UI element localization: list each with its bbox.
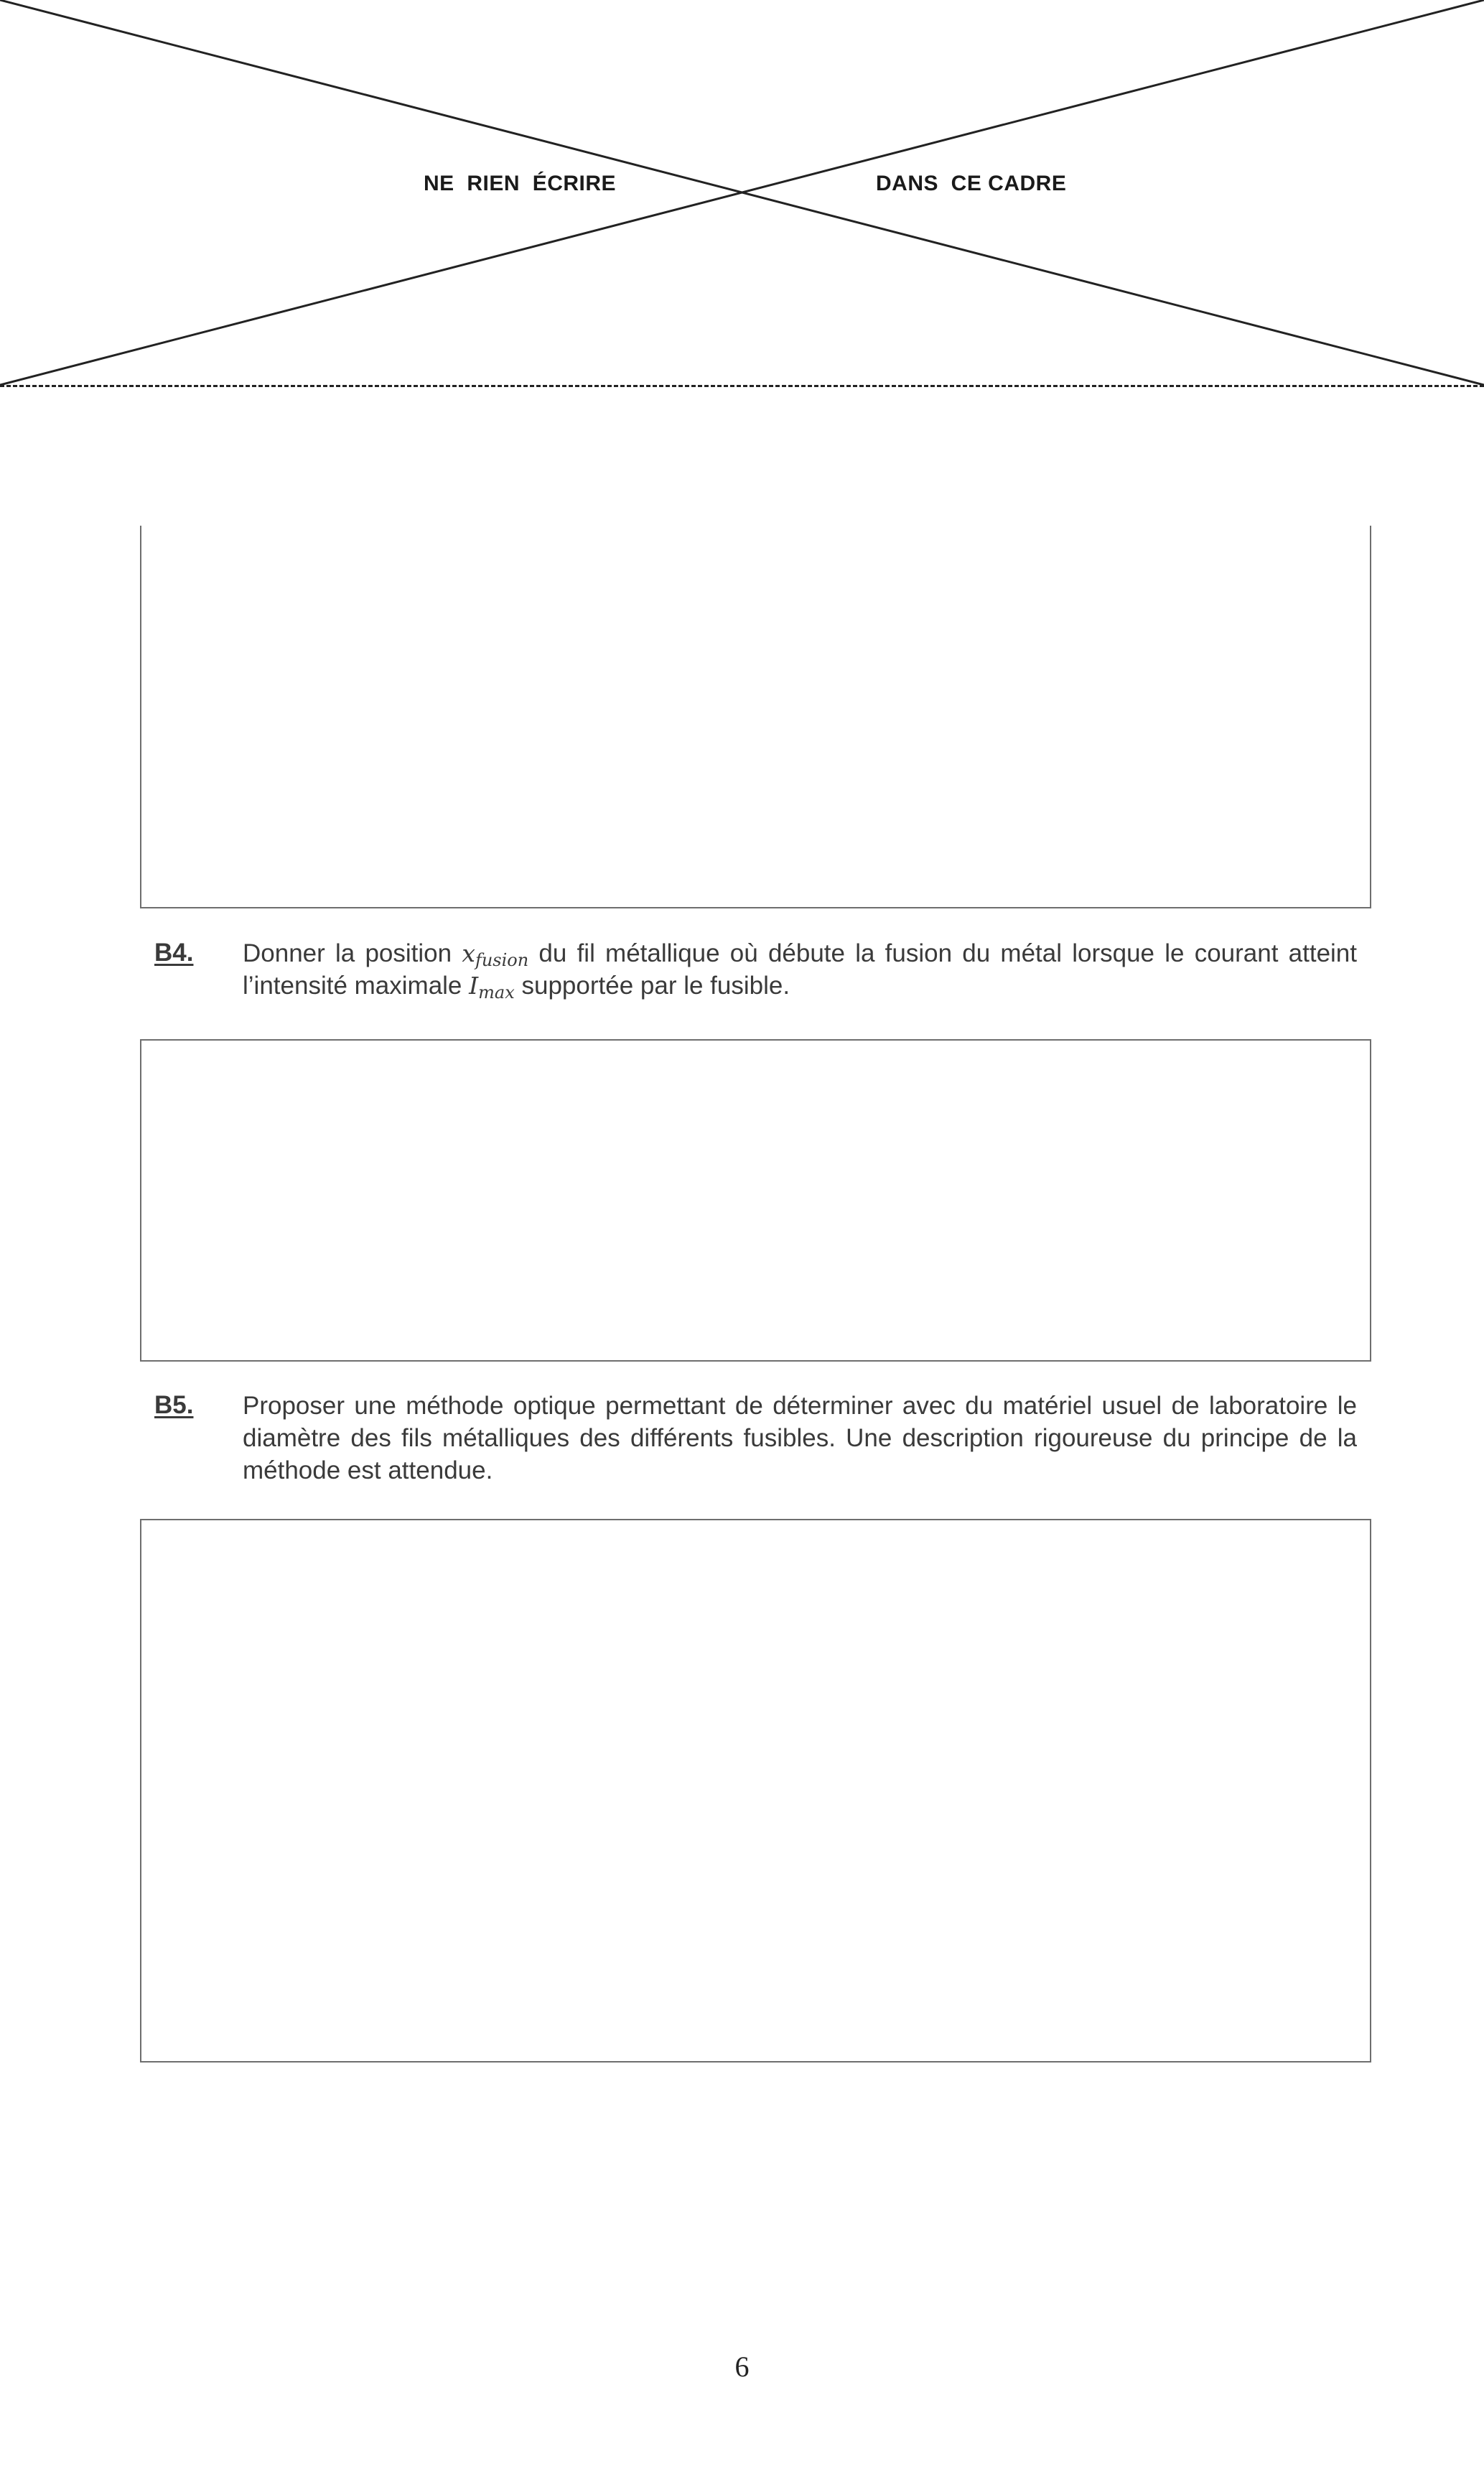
math-i-max: $I_{max}$	[469, 972, 515, 1003]
page-number: 6	[734, 2350, 750, 2383]
question-number-b5: B5.	[154, 1391, 194, 1419]
answer-box-b4[interactable]	[140, 1039, 1371, 1362]
answer-box-b3-continued[interactable]	[140, 526, 1371, 908]
question-b4-text-part1: Donner la position	[243, 939, 462, 967]
question-number-b4: B4.	[154, 939, 194, 967]
no-write-label-right: DANS CE CADRE	[876, 172, 1067, 195]
no-write-label-left: NE RIEN ÉCRIRE	[424, 172, 617, 195]
no-write-frame-cross	[0, 0, 1484, 391]
question-b4-text-part3: supportée par le fusible.	[514, 972, 790, 1000]
question-text-b4	[243, 937, 1357, 1002]
question-text-b5: Proposer une méthode optique permettant de déterminer avec du matériel usuel de laboratoire le diamètre des fils métalliques des différents fusibles. Une description rigoureuse du principe de la méthode est attendue.	[243, 1392, 1357, 1484]
question-b4-text-part2: du fil métallique où débute la fusion du métal lorsque le courant atteint l’intensité maximale	[243, 939, 1357, 1000]
cut-line-divider	[0, 385, 1484, 387]
answer-box-b5[interactable]	[140, 1519, 1371, 2063]
math-x-fusion: $x_{fusion}$	[462, 939, 529, 970]
